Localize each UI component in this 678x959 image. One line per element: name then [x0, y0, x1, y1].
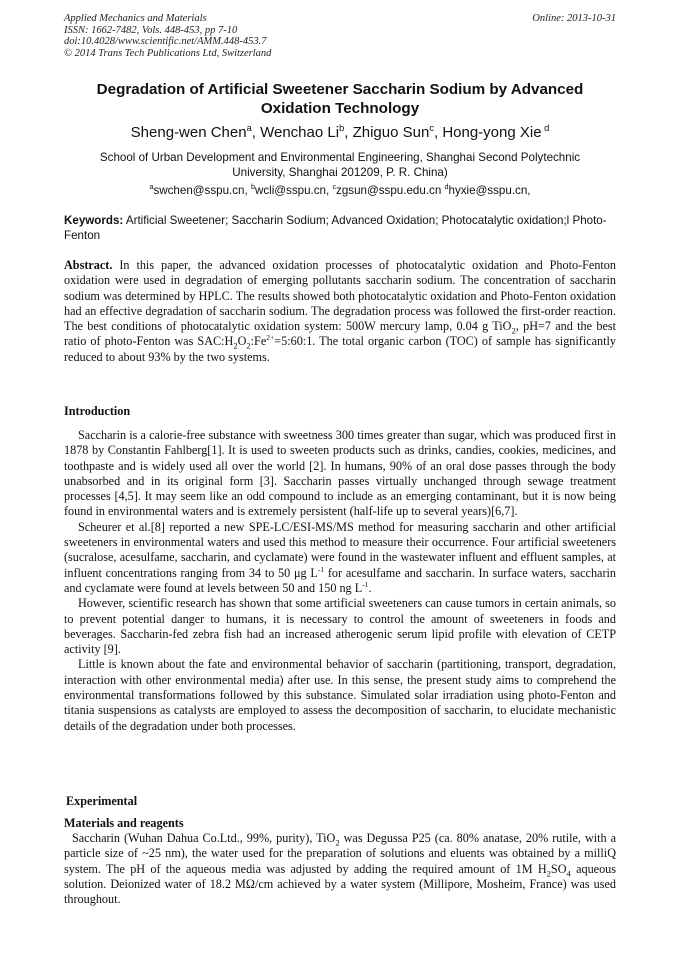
- issn-line: ISSN: 1662-7482, Vols. 448-453, pp 7-10: [64, 24, 238, 36]
- abstract-text: , pH=7 and the best ratio of photo-Fenton was SAC:H: [64, 319, 616, 349]
- email-mark: c: [332, 182, 337, 192]
- keywords-label: Keywords:: [64, 214, 124, 227]
- abstract-text: :Fe: [250, 334, 267, 349]
- affiliation-line-1: School of Urban Development and Environmental Engineering, Shanghai Second Polytechnic: [99, 151, 581, 164]
- paragraph: [64, 831, 616, 907]
- author-separator: ,: [251, 124, 261, 141]
- title-line-1: Degradation of Artificial Sweetener Saccharin Sodium by Advanced: [96, 81, 584, 98]
- affiliation-line-2: University, Shanghai 201209, P. R. China): [232, 165, 448, 179]
- email-address: hyxie@sspu.cn,: [448, 184, 531, 197]
- author-name: Zhiguo Sun: [352, 124, 430, 141]
- materials-body: [64, 831, 616, 907]
- author-affil-mark: d: [541, 123, 550, 133]
- abstract-label: Abstract.: [64, 258, 113, 272]
- copyright-line: © 2014 Trans Tech Publications Ltd, Switzerland: [64, 47, 272, 59]
- paragraph: However, scientific research has shown that some artificial sweeteners can cause tumors in certain animals, so to prevent potential danger to humans, it is necessary to control the amount of sweeteners in foods and beverages. Saccharin-fed zebra fish had an increased atherogenic serum lipid profile with elevation of CETP activity [9].: [64, 596, 616, 657]
- subscript: 2: [546, 868, 551, 879]
- introduction-body: [64, 428, 616, 734]
- paper-title: [64, 80, 616, 118]
- abstract-text: O: [237, 334, 247, 349]
- email-mark: b: [250, 182, 255, 192]
- doi-line: doi:10.4028/www.scientific.net/AMM.448-453.7: [64, 36, 267, 48]
- paragraph-text: aqueous solution. Deionized water of 18.2 MΩ/cm achieved by a water system (Millipore, Mosheim, France) was used throughout.: [64, 861, 617, 907]
- keywords: [64, 214, 616, 243]
- superscript: 2+: [266, 333, 275, 343]
- author-name: Hong-yong Xie: [442, 124, 542, 141]
- author-name: Sheng-wen Chen: [130, 124, 247, 141]
- abstract-text: In this paper, the advanced oxidation processes of photocatalytic oxidation and Photo-Fenton oxidation were used in degradation of emerging pollutants saccharin sodium. The concentration of saccharin sodium was determined by HPLC. The results showed both photocatalytic oxidation and Photo-Fenton oxidation had an effective degradation of saccharin sodium. The degradation process was followed the first-order reaction. The best conditions of photocatalytic oxidation system: 500W mercury lamp, 0.04 g TiO: [64, 258, 616, 334]
- subscript: 2: [233, 340, 238, 351]
- subscript: 2: [511, 325, 516, 336]
- journal-name: Applied Mechanics and Materials: [64, 13, 207, 24]
- keywords-text: Artificial Sweetener; Saccharin Sodium; Advanced Oxidation; Photocatalytic oxidation;l Photo-Fenton: [64, 214, 607, 242]
- author-list: [64, 124, 616, 142]
- email-mark: d: [444, 182, 449, 192]
- section-heading-introduction: Introduction: [64, 404, 131, 418]
- subscript: 2: [246, 340, 251, 351]
- author-emails: [64, 184, 616, 198]
- paragraph-text: .: [368, 580, 372, 595]
- paragraph-text: Saccharin (Wuhan Dahua Co.Ltd., 99%, purity), TiO: [71, 831, 336, 845]
- email-mark: a: [149, 182, 154, 192]
- title-line-2: Oxidation Technology: [260, 100, 420, 117]
- affiliation: [64, 151, 616, 180]
- subscript: 4: [566, 868, 571, 879]
- author-separator: ,: [344, 124, 353, 141]
- superscript: -1: [362, 579, 369, 589]
- subscript: 2: [335, 837, 340, 848]
- author-affil-mark: a: [246, 123, 252, 133]
- abstract: [64, 258, 616, 365]
- author-name: Wenchao Li: [260, 124, 340, 141]
- paragraph: Little is known about the fate and environmental behavior of saccharin (partitioning, transport, degradation, interaction with other environmental media) after use. In this sense, the present study aims to comprehend the environmental transformations followed by this substance. Simulated solar irradiation using photo-Fenton and titania suspensions as catalysts are employed to assess the decomposition of saccharin, to elucidate mechanistic details of the degradation under both processes.: [64, 657, 616, 733]
- paragraph-text: SO: [550, 861, 567, 876]
- section-heading-experimental: Experimental: [66, 794, 138, 808]
- paragraph: [64, 520, 616, 596]
- paragraph-text: for acesulfame and saccharin. In surface waters, saccharin and cyclamate were found at levels between 50 and 150 ng L: [64, 565, 616, 595]
- paragraph-text: was Degussa P25 (ca. 80% anatase, 20% rutile, with a particle size of ~25 nm), the water used for the preparation of solutions and eluents was obtained by a milliQ system. The pH of the aqueous media was adjusted by adding the required amount of 1M H: [64, 831, 617, 876]
- author-affil-mark: c: [429, 123, 434, 133]
- journal-header: [64, 13, 616, 59]
- paragraph: Saccharin is a calorie-free substance with sweetness 300 times greater than sugar, which was produced first in 1878 by Constantin Fahlberg[1]. It is used to sweeten products such as drinks, candies, cookies, medicines, and toothpaste and is widely used all over the world [2]. In humans, 90% of an oral dose passes through the body unabsorbed and in its original form [3]. Saccharin passes virtually unchanged through sewage treatment processes [4,5]. It may seem like an odd compound to include as an emerging contaminant, but it is now being found in environmental waters and is extremely persistent (half-life up to several years)[6,7].: [64, 428, 616, 519]
- superscript: -1: [317, 564, 325, 574]
- email-address: wcli@sspu.cn,: [254, 184, 333, 197]
- email-address: swchen@sspu.cn,: [153, 184, 251, 197]
- subsection-heading-materials: Materials and reagents: [64, 816, 184, 830]
- author-separator: ,: [433, 124, 443, 141]
- author-affil-mark: b: [339, 123, 345, 133]
- email-address: zgsun@sspu.edu.cn: [336, 184, 445, 197]
- paragraph-text: Scheurer et al.[8] reported a new SPE-LC/ESI-MS/MS method for measuring saccharin and other artificial sweeteners in environmental waters and used this method to measure their occurrence. Four artificial sweeteners (sucralose, acesulfame, saccharin, and cyclamate) were found in the wastewater influent and effluent samples, at influent concentrations ranging from 34 to 50 μg L: [64, 519, 616, 580]
- online-date: Online: 2013-10-31: [532, 13, 616, 24]
- abstract-text: =5:60:1. The total organic carbon (TOC) of sample has significantly reduced to about 93% by the two systems.: [64, 334, 616, 364]
